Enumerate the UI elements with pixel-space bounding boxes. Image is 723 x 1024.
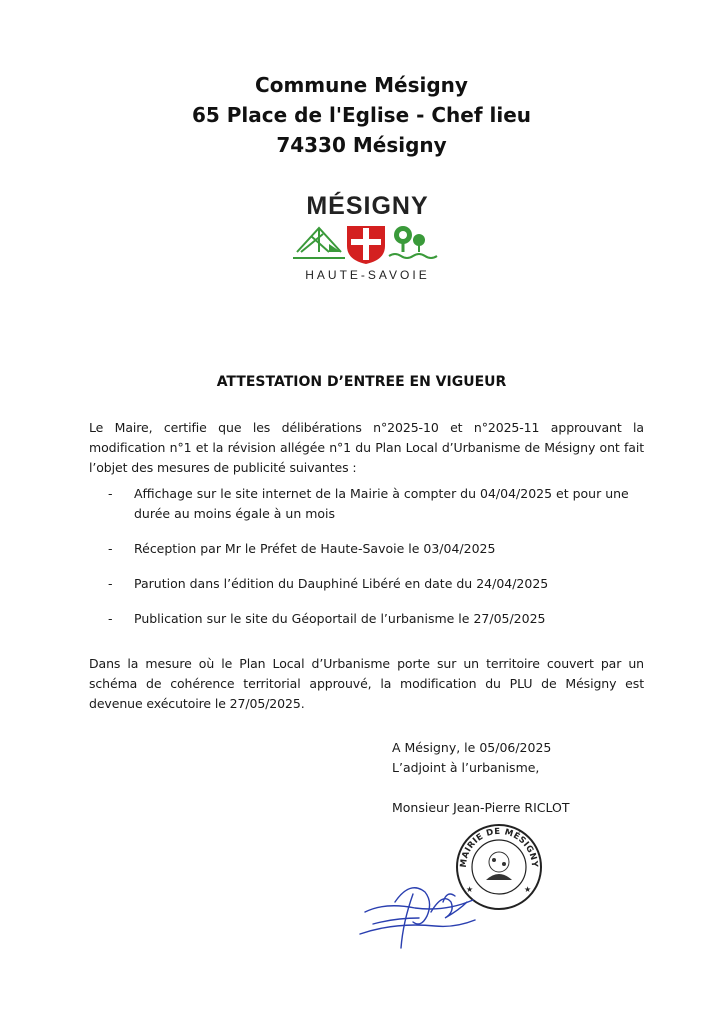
bullet-dash: -	[108, 486, 113, 501]
letterhead	[0, 70, 723, 160]
handwritten-signature	[355, 872, 485, 957]
measures-list	[108, 484, 648, 629]
signature-block	[392, 738, 570, 818]
stamp-text: MAIRIE DE MÉSIGNY	[458, 826, 540, 869]
list-item	[108, 574, 648, 594]
logo-name: MÉSIGNY	[306, 192, 429, 220]
list-item	[108, 539, 648, 559]
document-title: ATTESTATION D’ENTREE EN VIGUEUR	[216, 374, 507, 390]
commune-address: 65 Place de l'Eglise - Chef lieu	[191, 103, 532, 127]
bullet-dash: -	[108, 611, 113, 626]
list-item-text: Réception par Mr le Préfet de Haute-Savoie le 03/04/2025	[134, 541, 496, 556]
commune-postal: 74330 Mésigny	[276, 133, 447, 157]
bullet-dash: -	[108, 541, 113, 556]
svg-text:★: ★	[524, 885, 532, 894]
list-item	[108, 484, 648, 524]
list-item	[108, 609, 648, 629]
place-date: A Mésigny, le 05/06/2025	[392, 740, 552, 755]
intro-paragraph: Le Maire, certifie que les délibérations n°2025-10 et n°2025-11 approuvant la modification n°1 et la révision allégée n°1 du Plan Local d’Urbanisme de Mésigny ont fait l’objet des mesures de publicité suivantes :	[89, 420, 644, 475]
signatory-name: Monsieur Jean-Pierre RICLOT	[392, 800, 570, 815]
list-item-text: Affichage sur le site internet de la Mairie à compter du 04/04/2025 et pour une durée au moins égale à un mois	[134, 486, 629, 521]
list-item-text: Publication sur le site du Géoportail de l’urbanisme le 27/05/2025	[134, 611, 546, 626]
logo-region: HAUTE-SAVOIE	[305, 268, 430, 282]
list-item-text: Parution dans l’édition du Dauphiné Libéré en date du 24/04/2025	[134, 576, 549, 591]
logo-emblem-icon	[293, 222, 443, 266]
conclusion-paragraph: Dans la mesure où le Plan Local d’Urbanisme porte sur un territoire couvert par un schéma de cohérence territorial approuvé, la modification du PLU de Mésigny est devenue exécutoire le 27/05/2025.	[89, 656, 644, 711]
commune-logo	[285, 190, 450, 290]
svg-text:★: ★	[466, 885, 474, 894]
signatory-role: L’adjoint à l’urbanisme,	[392, 760, 540, 775]
commune-name: Commune Mésigny	[255, 73, 468, 97]
bullet-dash: -	[108, 576, 113, 591]
